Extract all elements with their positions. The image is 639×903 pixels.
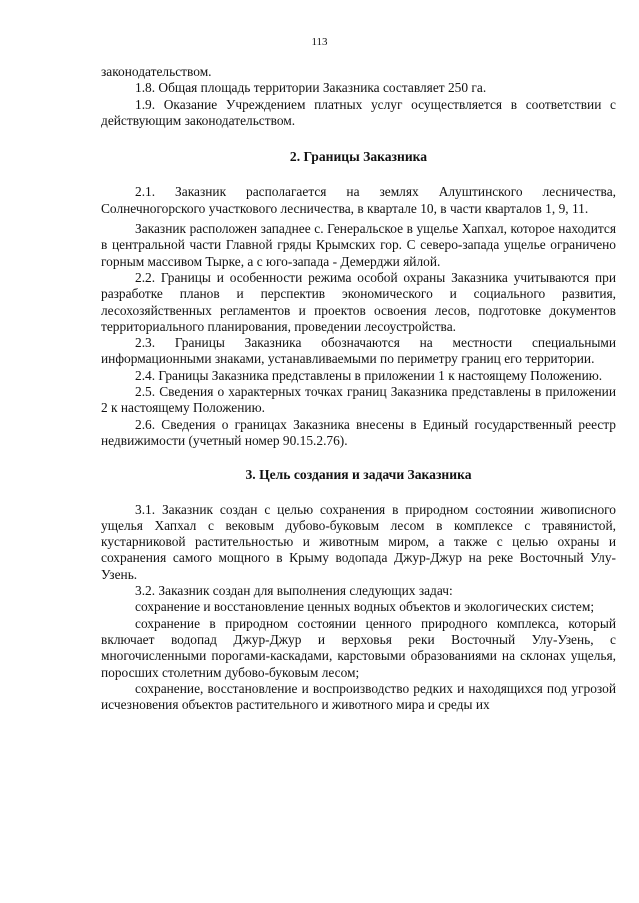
section-3-heading: 3. Цель создания и задачи Заказника	[245, 467, 472, 483]
page-number: 113	[311, 36, 328, 48]
paragraph-3-1: 3.1. Заказник создан с целью сохранения в природном состоянии живописного ущелья Хапхал с вековым дубово-буковым лесом в комплексе с травянистой, кустарниковой растительностью и животным миром, а также с целью охраны и сохранения самого мощного в Крыму водопада Джур-Джур на реке Восточный Улу-Узень.	[101, 501, 616, 582]
task-item: сохранение в природном состоянии ценного природного комплекса, который включает водопад Джур-Джур и верховья реки Восточный Улу-Узень, с многочисленными порогами-каскадами, карстовыми образованиями на склонах ущелья, поросших столетним дубово-буковым лесом;	[101, 615, 616, 680]
paragraph-2-6: 2.6. Сведения о границах Заказника внесены в Единый государственный реестр недвижимости (учетный номер 90.15.2.76).	[101, 416, 616, 448]
paragraph-1-9: 1.9. Оказание Учреждением платных услуг осуществляется в соответствии с действующим законодательством.	[101, 96, 616, 128]
document-body	[101, 64, 616, 713]
paragraph-3-2: 3.2. Заказник создан для выполнения следующих задач:	[135, 583, 453, 599]
paragraph-1-8: 1.8. Общая площадь территории Заказника составляет 250 га.	[135, 80, 487, 96]
section-2-heading: 2. Границы Заказника	[289, 149, 428, 165]
paragraph-2-1-location: Заказник расположен западнее с. Генеральское в ущелье Хапхал, которое находится в центральной части Главной гряды Крымских гор. С северо-запада ущелье ограничено горным массивом Тырке, а с юго-запада - Демерджи яйлой.	[101, 221, 616, 269]
paragraph-2-2: 2.2. Границы и особенности режима особой охраны Заказника учитываются при разработке планов и перспектив экономического и социального развития, лесохозяйственных регламентов и проектов освоения лесов, подготовке документов территориального планирования, проведении лесоустройства.	[101, 269, 616, 334]
task-item: сохранение, восстановление и воспроизводство редких и находящихся под угрозой исчезновения объектов растительного и животного мира и среды их	[101, 680, 616, 713]
paragraph-2-1: 2.1. Заказник располагается на землях Алуштинского лесничества, Солнечногорского участкового лесничества, в квартале 10, в части кварталов 1, 9, 11.	[101, 184, 616, 216]
continuation-text: законодательством.	[101, 64, 212, 79]
task-item: сохранение и восстановление ценных водных объектов и экологических систем;	[135, 599, 595, 615]
paragraph-2-4: 2.4. Границы Заказника представлены в приложении 1 к настоящему Положению.	[135, 367, 603, 383]
paragraph-2-5: 2.5. Сведения о характерных точках границ Заказника представлены в приложении 2 к настоящему Положению.	[101, 384, 616, 416]
paragraph-2-3: 2.3. Границы Заказника обозначаются на местности специальными информационными знаками, устанавливаемыми по периметру границ его территории.	[101, 335, 616, 367]
